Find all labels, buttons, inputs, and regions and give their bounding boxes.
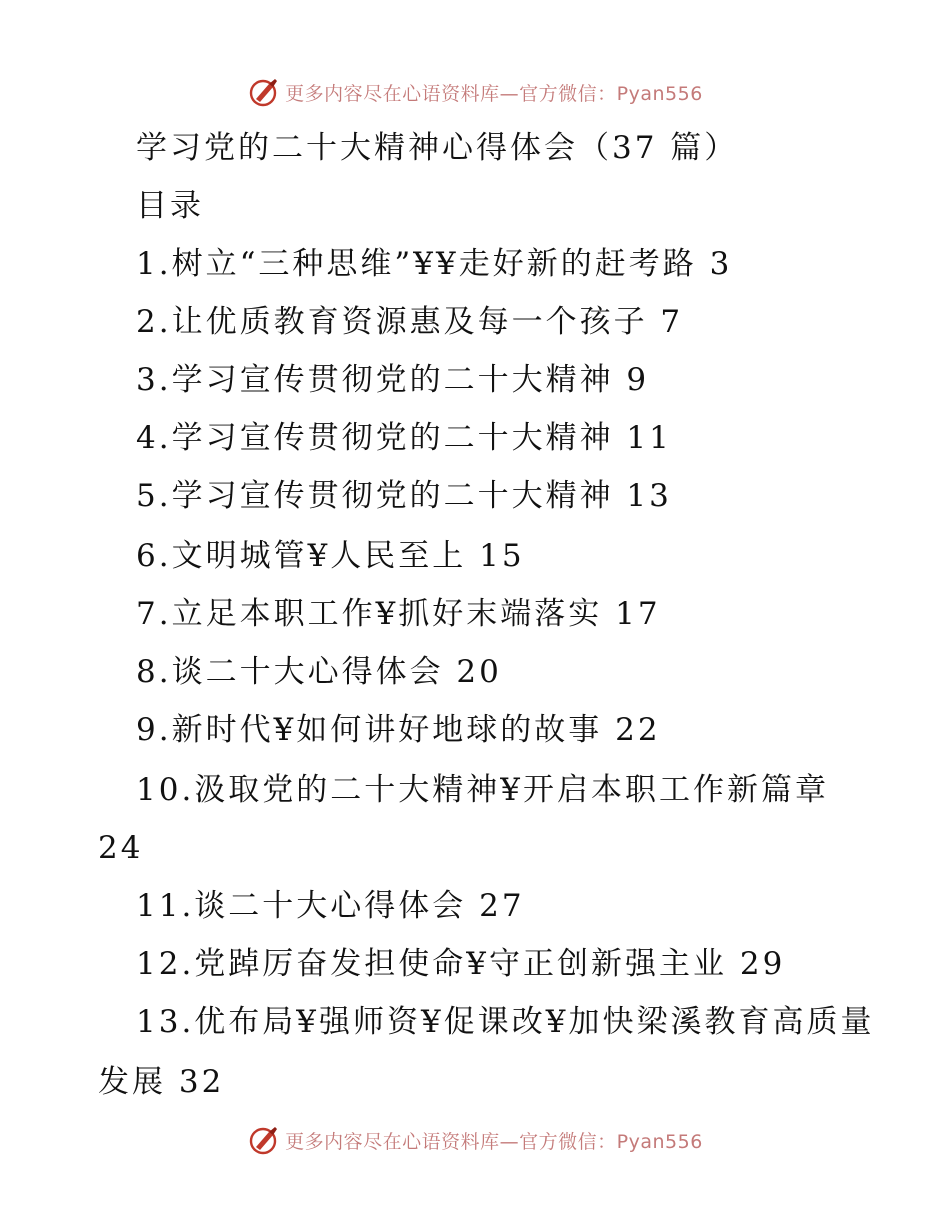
toc-item: 11.谈二十大心得体会 27 bbox=[136, 888, 525, 924]
toc-item: 12.党踔厉奋发担使命¥守正创新强主业 29 bbox=[136, 946, 786, 982]
toc-item: 8.谈二十大心得体会 20 bbox=[136, 654, 502, 690]
toc-item: 10.汲取党的二十大精神¥开启本职工作新篇章 bbox=[136, 772, 830, 808]
toc-item: 3.学习宣传贯彻党的二十大精神 9 bbox=[136, 362, 650, 398]
document-title: 学习党的二十大精神心得体会（37 篇） bbox=[136, 130, 739, 166]
toc-item: 5.学习宣传贯彻党的二十大精神 13 bbox=[136, 478, 672, 514]
watermark-text: 更多内容尽在心语资料库—官方微信：Pyan556 bbox=[285, 1130, 703, 1153]
toc-item: 2.让优质教育资源惠及每一个孩子 7 bbox=[136, 304, 684, 340]
watermark-text: 更多内容尽在心语资料库—官方微信：Pyan556 bbox=[285, 82, 703, 105]
toc-item: 9.新时代¥如何讲好地球的故事 22 bbox=[136, 712, 661, 748]
toc-item-continuation: 发展 32 bbox=[98, 1064, 225, 1100]
pen-nib-logo-icon bbox=[247, 1123, 281, 1157]
toc-item: 4.学习宣传贯彻党的二十大精神 11 bbox=[136, 420, 672, 456]
toc-heading: 目录 bbox=[136, 188, 204, 224]
toc-item: 1.树立“三种思维”¥¥走好新的赶考路 3 bbox=[136, 246, 733, 282]
toc-item: 6.文明城管¥人民至上 15 bbox=[136, 538, 525, 574]
toc-item: 7.立足本职工作¥抓好末端落实 17 bbox=[136, 596, 661, 632]
pen-nib-logo-icon bbox=[247, 75, 281, 109]
watermark-banner-top bbox=[0, 72, 950, 112]
toc-item: 13.优布局¥强师资¥促课改¥加快梁溪教育高质量 bbox=[136, 1004, 875, 1040]
watermark-banner-bottom bbox=[0, 1120, 950, 1160]
toc-item-continuation: 24 bbox=[98, 830, 144, 866]
